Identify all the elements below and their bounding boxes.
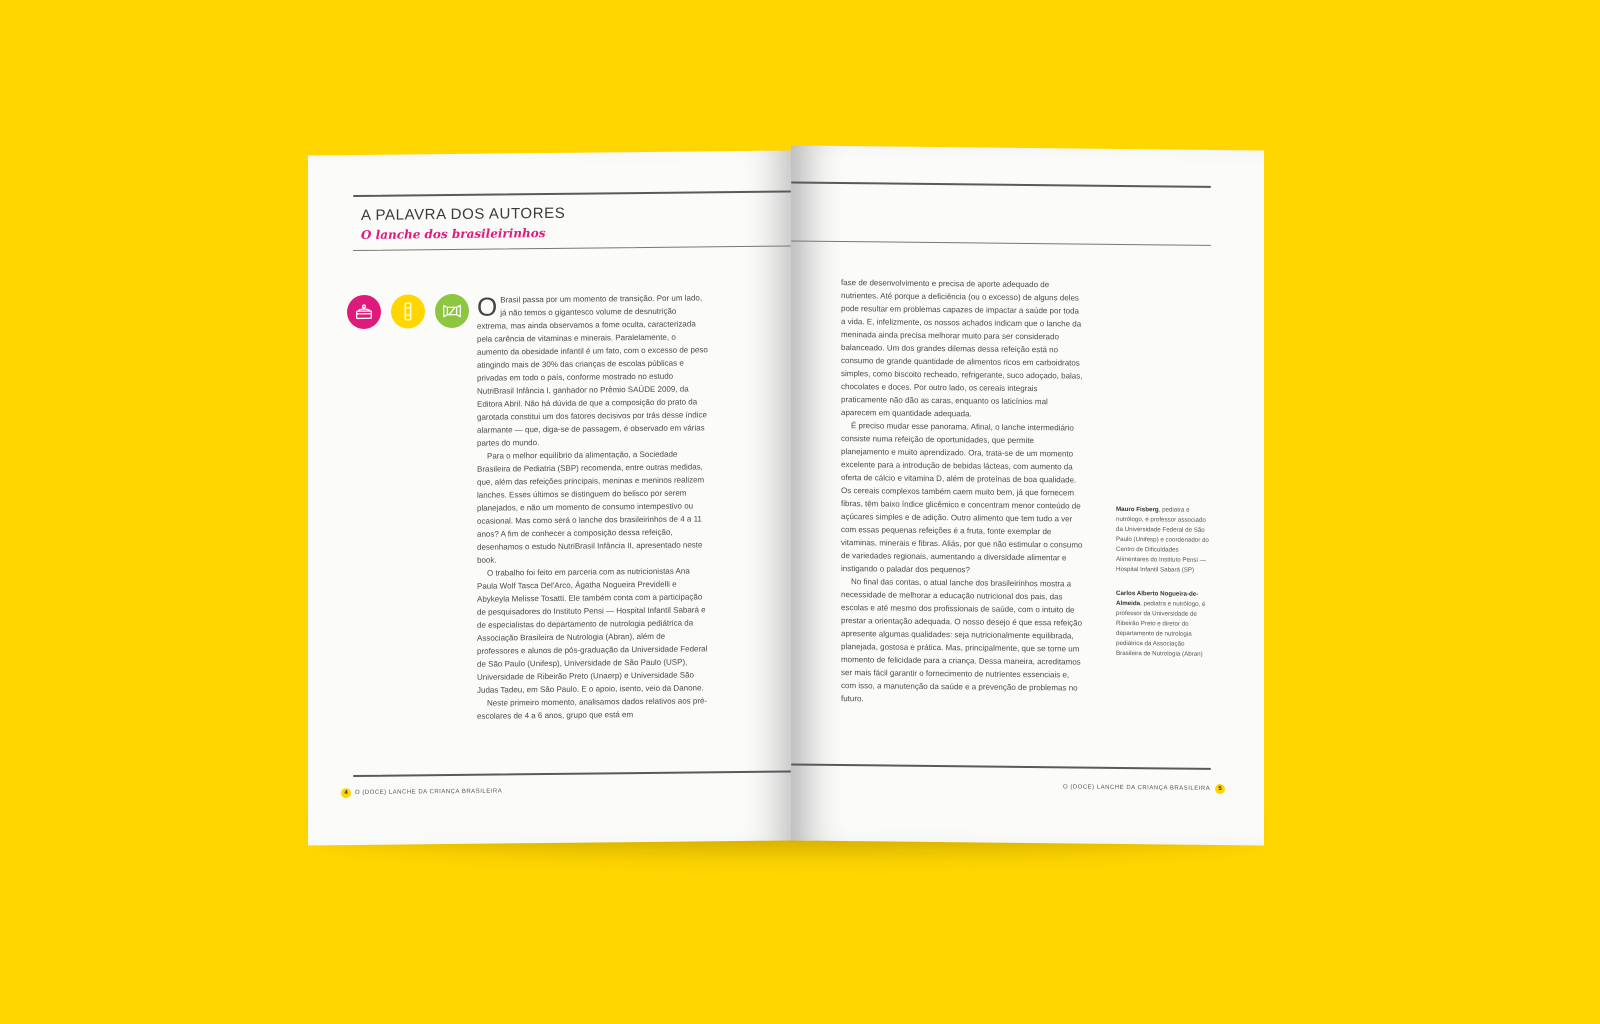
page-subtitle: O lanche dos brasileirinhos — [361, 226, 546, 242]
left-page — [308, 150, 791, 845]
title-rule — [791, 241, 1211, 246]
author-name: Carlos Alberto Nogueira-de-Almeida — [1116, 589, 1199, 608]
top-rule — [353, 190, 791, 197]
candy-bar-icon — [391, 294, 425, 328]
left-body-text — [477, 291, 709, 722]
paragraph: Neste primeiro momento, analisamos dados relativos aos pré-escolares de 4 a 6 anos, grupo que está em — [477, 696, 708, 721]
paragraph: fase de desenvolvimento e precisa de aporte adequado de nutrientes. Até porque a deficiência (ou o excesso) de alguns deles pode resultar em problemas capazes de impactar a saúde por toda a vida. E, infelizmente, os nossos achados indicam que o lanche da meninada ainda precisa melhorar muito para ser considerado balanceado. Um dos grandes dilemas dessa refeição está no consumo de grande quantidade de alimentos ricos em carboidratos simples, como biscoito recheado, refrigerante, suco adoçado, balas, chocolates e doces. Por outro lado, os cereais integrais praticamente não dão as caras, enquanto os laticínios mal aparecem em quantidade adequada. — [841, 278, 1083, 419]
paragraph: O trabalho foi feito em parceria com as nutricionistas Ana Paula Wolf Tasca Del'Arco, Ágatha Nogueira Previdelli e Abykeyla Melisse Tosatti. Ele também conta com a participação de pesquisadores do Instituto Pensi — Hospital Infantil Sabará e de especialistas do departamento de nutrologia pediátrica da Associação Brasileira de Nutrologia (Abran), além de professores e alunos de pós-graduação da Universidade Federal de São Paulo (Unifesp), Universidade de São Paulo (USP), Universidade de Ribeirão Preto (Unaerp) e Universidade São Judas Tadeu, em São Paulo. E o apoio, isento, veio da Danone. — [477, 566, 708, 695]
right-page — [791, 146, 1264, 846]
author-bio: pediatra e nutrólogo, é professor associado da Universidade Federal de São Paulo (Unifesp) e coordenador do Centro de Dificuldades Alimentares do Instituto Pensi — Hospital Infantil Sabará (SP) — [1116, 506, 1209, 574]
author-notes — [1116, 505, 1211, 674]
page-number: 4 — [341, 788, 351, 798]
food-icons — [347, 294, 469, 329]
wrapped-candy-icon — [435, 294, 469, 328]
title-rule — [353, 245, 791, 251]
footer-text: O (DOCE) LANCHE DA CRIANÇA BRASILEIRA — [1063, 784, 1211, 792]
page-title: A PALAVRA DOS AUTORES — [361, 204, 566, 224]
top-rule — [791, 182, 1211, 188]
author-block: Carlos Alberto Nogueira-de-Almeida, pediatra e nutrólogo, é professor da Universidade de Ribeirão Preto e diretor do departamento de nutrologia pediátrica da Associação Brasileira de Nutrologia (Abran) — [1116, 589, 1206, 658]
right-body-text — [841, 276, 1083, 708]
author-bio: pediatra e nutrólogo, é professor da Universidade de Ribeirão Preto e diretor do departamento de nutrologia pediátrica da Associação Brasileira de Nutrologia (Abran) — [1116, 600, 1206, 658]
page-number: 5 — [1215, 784, 1225, 794]
cake-icon — [347, 295, 381, 329]
paragraph: É preciso mudar esse panorama. Afinal, o lanche intermediário consiste numa refeição de oportunidades, que permite planejamento e muito aprendizado. Ora, trata-se de um momento excelente para a introdução de bebidas lácteas, com aumento da oferta de cálcio e vitamina D, além de proteínas de boa qualidade. Os cereais complexos também caem muito bem, já que fornecem fibras, têm baixo índice glicêmico e concentram menor conteúdo de açúcares simples e de adição. Outro alimento que tem tudo a ver com essas pequenas refeições é a fruta, fonte exemplar de vitaminas, minerais e fibras. Aliás, por que não estimular o consumo de variedades regionais, aumentando a diversidade alimentar e instigando o paladar dos pequenos? — [841, 421, 1083, 575]
paragraph: Brasil passa por um momento de transição. Por um lado, já não temos o gigantesco volume de desnutrição extrema, mas ainda observamos a fome oculta, caracterizada pela carência de vitaminas e minerais. Paralelamente, o aumento da obesidade infantil é um fato, com o excesso de peso atingindo mais de 30% das crianças de escolas públicas e privadas em todo o país, conforme mostrado no estudo NutriBrasil Infância I, ganhador no Prêmio SAÚDE 2009, da Editora Abril. Não há dúvida de que a composição do prato da garotada constitui um dos fatores decisivos por trás desse índice alarmante — que, diga-se de passagem, é observado em várias partes do mundo. — [477, 293, 708, 448]
author-name: Mauro Fisberg — [1116, 505, 1159, 514]
bottom-rule — [353, 770, 791, 777]
paragraph: No final das contas, o atual lanche dos brasileirinhos mostra a necessidade de melhorar a educação nutricional dos pais, das escolas e até mesmo dos profissionais de saúde, com o intuito de prestar a orientação adequada. O nosso desejo é que essa refeição apresente algumas qualidades: seja nutricionalmente equilibrada, planejada, gostosa e prática. Mas, principalmente, que se torne um momento de felicidade para a criança. Dessa maneira, acreditamos ser mais fácil garantir o fornecimento de nutrientes essenciais e, com isso, a manutenção da saúde e a prevenção de problemas no futuro. — [841, 577, 1083, 704]
bottom-rule — [791, 764, 1211, 770]
paragraph: Para o melhor equilíbrio da alimentação, a Sociedade Brasileira de Pediatria (SBP) recomenda, entre outras medidas, que, além das refeições principais, meninas e meninos realizem lanches. Esses últimos se distinguem do belisco por serem planejados, e não um momento de consumo intempestivo ou ocasional. Mas como será o lanche dos brasileirinhos de 4 a 11 anos? A fim de conhecer a composição dessa refeição, desenhamos o estudo NutriBrasil Infância II, apresentado neste book. — [477, 449, 705, 565]
footer-text: O (DOCE) LANCHE DA CRIANÇA BRASILEIRA — [355, 788, 503, 797]
author-block: Mauro Fisberg, pediatra e nutrólogo, é professor associado da Universidade Federal de São Paulo (Unifesp) e coordenador do Centro de Dificuldades Alimentares do Instituto Pensi — Hospital Infantil Sabará (SP) — [1116, 505, 1209, 574]
drop-cap: O — [477, 291, 498, 322]
